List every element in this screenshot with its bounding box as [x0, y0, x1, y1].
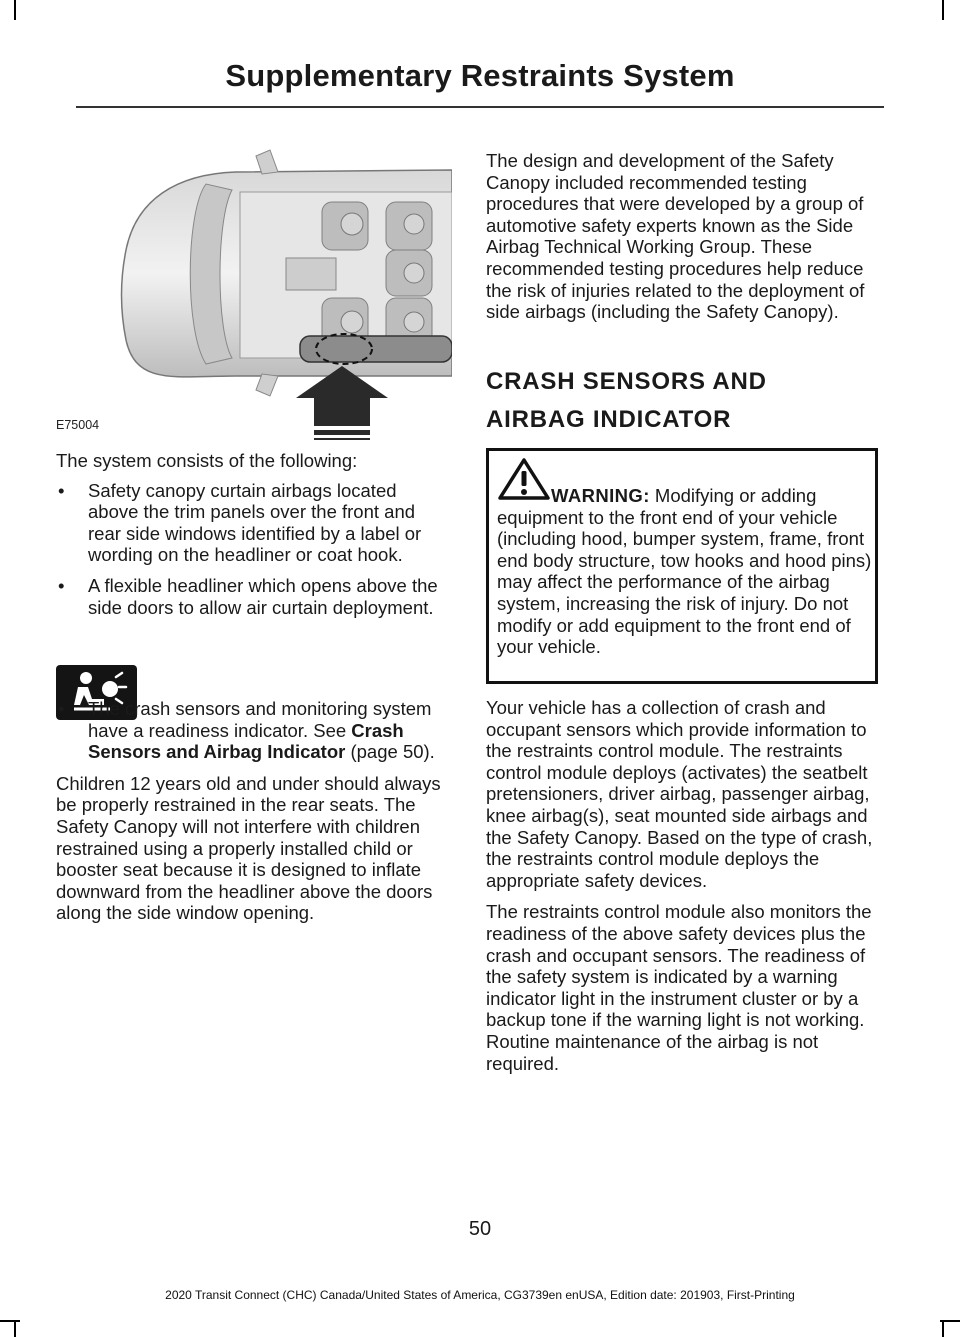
monitor-paragraph: The restraints control module also monitors the readiness of the above safety devices plus the crash and occupant sensors. The readiness of the safety system is indicated by a warning indicator light in the instrument cluster or by a backup tone if the warning light is not working. Routine maintenance of the airbag is not required. [486, 901, 872, 1074]
bullet-glyph: • [58, 479, 65, 501]
warning-text [497, 485, 872, 658]
bullet-text: Safety canopy curtain airbags located above the trim panels over the front and rear side windows identified by a label or wording on the headliner or coat hook. [88, 479, 422, 566]
children-paragraph: Children 12 years old and under should always be properly restrained in the rear seats. The Safety Canopy will not interfere with children restrained using a properly installed child or booster seat because it is designed to inflate downward from the headliner above the doors along the side window opening. [56, 772, 441, 924]
sensors-paragraph: Your vehicle has a collection of crash and occupant sensors which provide information to the restraints control module. The restraints control module deploys (activates) the seatbelt pretensioners, driver airbag, passenger airbag, knee airbag(s), seat mounted side airbags and the Safety Canopy. Based on the type of crash, the restraints control module deploys the appropriate safety devices. [486, 697, 873, 891]
list-item [56, 575, 452, 618]
page-title: Supplementary Restraints System [225, 58, 735, 93]
page-number: 50 [468, 1218, 492, 1240]
cross-reference-link[interactable]: Crash Sensors and Airbag Indicator [88, 719, 404, 763]
intro-paragraph: The system consists of the following: [56, 450, 358, 471]
list-item [56, 480, 452, 566]
page-reference: (page 50). [350, 741, 435, 763]
bullet-text: The crash sensors and monitoring system have a readiness indicator. See [88, 698, 432, 741]
heading-line: CRASH SENSORS AND [486, 368, 767, 395]
list-item [56, 698, 452, 763]
design-paragraph: The design and development of the Safety Canopy included recommended testing procedures that were developed by a group of automotive safety experts known as the Side Airbag Technical Working Group. These recommended testing procedures help reduce the risk of injuries related to the deployment of side airbags (including the Safety Canopy). [486, 150, 865, 323]
bullet-glyph: • [58, 698, 65, 719]
heading-line: AIRBAG INDICATOR [486, 406, 732, 433]
right-column-body [486, 697, 882, 1074]
left-column-top [56, 450, 452, 618]
crop-mark [14, 0, 16, 20]
bullet-glyph: • [58, 574, 65, 596]
figure-code: E75004 [56, 418, 100, 432]
section-heading [486, 366, 882, 436]
bullet-text: A flexible headliner which opens above the side doors to allow air curtain deployment. [88, 574, 438, 618]
vehicle-top-view-figure [56, 140, 452, 440]
crop-mark [942, 0, 944, 20]
crop-mark [942, 1320, 944, 1337]
left-column-bottom [56, 698, 452, 924]
crop-mark [0, 1320, 20, 1322]
warning-body: Modifying or adding equipment to the front end of your vehicle (including hood, bumper system, frame, front end body structure, tow hooks and hood pins) may affect the performance of the airbag system, increasing the risk of injury. Do not modify or add equipment to the front end of your vehicle. [497, 485, 872, 658]
header-divider [76, 106, 884, 108]
vehicle-illustration [56, 140, 452, 440]
footer-edition-info: 2020 Transit Connect (CHC) Canada/United States of America, CG3739en enUSA, Edition date: 201903, First-Printing [165, 1288, 795, 1302]
warning-label: WARNING: [551, 485, 650, 506]
crop-mark [14, 1320, 16, 1337]
warning-box [486, 448, 878, 684]
